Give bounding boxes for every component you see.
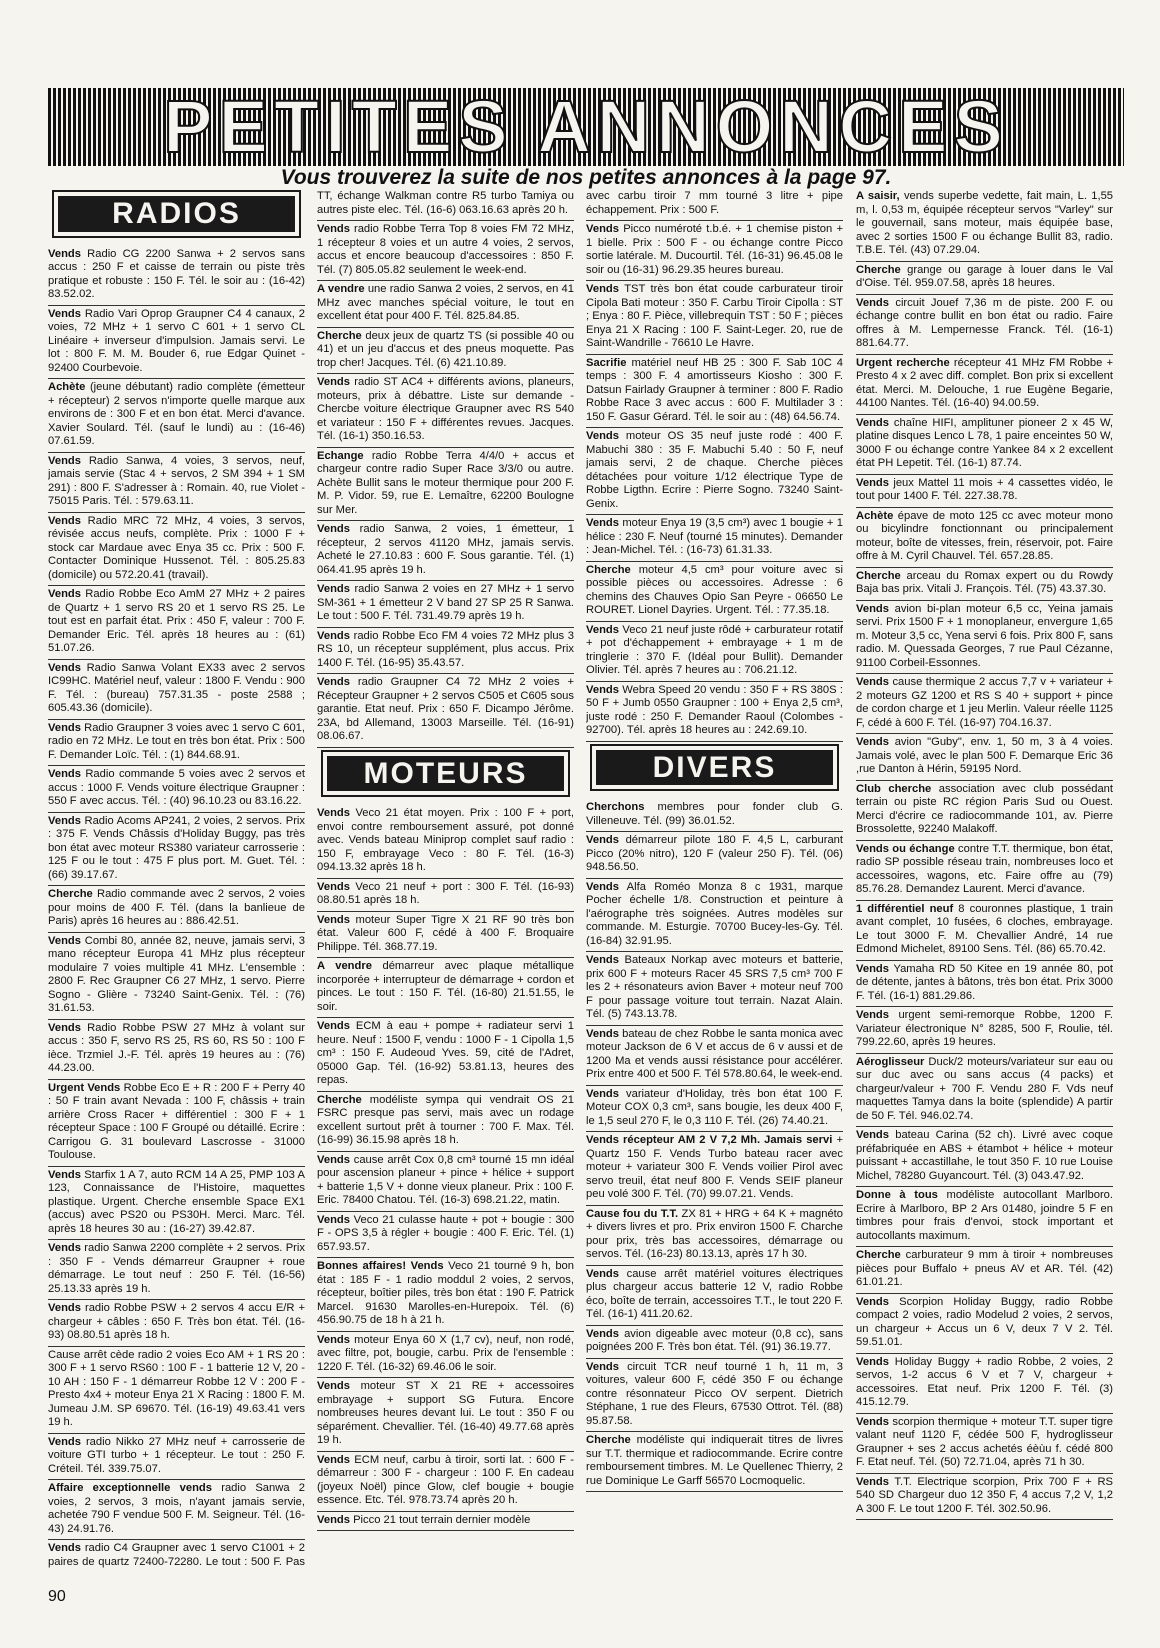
ad-text: Veco 21 état moyen. Prix : 100 F + port, envoi contre remboursement assuré, pot donné avec. Vends bateau Miniprop complet sauf radio : 150 F, embrayage Veco : 80 F. Tél. (16-3) 094.13.32 après 18 h. xyxy=(317,807,574,873)
ad-text: Veco 21 neuf juste rôdé + carburateur rotatif + pot d'échappement + embrayage + 1 m de tringlerie : 370 F. (Idéal pour Bullit). Demander Olivier. Tél. après 7 heures au : 706.21.12. xyxy=(586,623,843,676)
subtitle: Vous trouverez la suite de nos petites annonces à la page 97. xyxy=(280,166,892,189)
classified-ad xyxy=(317,1092,574,1152)
ad-lead: Vends xyxy=(48,1302,81,1314)
classified-ad xyxy=(586,1326,843,1359)
ad-lead: Vends xyxy=(856,962,889,975)
classified-ad xyxy=(48,1347,305,1434)
ad-text: Radio commande avec 2 servos, 2 voies pour moins de 400 F. Tél. (dans la banlieue de Paris) après 16 heures au : 886.42.51. xyxy=(48,888,305,927)
ad-lead: Vends xyxy=(856,476,889,489)
ad-lead: Vends xyxy=(48,721,81,734)
classified-ad xyxy=(48,453,305,513)
ad-text: radio Robbe Terra Top 8 voies FM 72 MHz, 1 récepteur 8 voies et un autre 4 voies, 2 servos, accus et encore beaucoup d'accessoires : 850 F. Tél. (7) 805.05.82 seulement le week-end. xyxy=(317,223,574,276)
ad-text: Veco 21 neuf + port : 300 F. Tél. (16-93) 08.80.51 après 18 h. xyxy=(317,880,574,906)
ad-lead: Vends xyxy=(48,1168,81,1181)
classified-ad xyxy=(856,262,1113,295)
ad-lead: Vends xyxy=(48,247,81,260)
classified-ad xyxy=(317,1512,574,1532)
ad-text: Veco 21 tourné 9 h, bon état : 185 F - 1 radio moddul 2 voies, 2 servos, récepteur, boîtier piles, très bon état : 190 F. Patrick Marcel. 91630 Marolles-en-Hurepoix. Tél. (6) 456.90.75 de 18 h à 21 h. xyxy=(317,1260,574,1326)
banner-title-text: PETITES ANNONCES xyxy=(163,85,1009,168)
ad-lead: Vends xyxy=(48,588,81,600)
classified-ad xyxy=(317,1332,574,1379)
ad-text: Scorpion Holiday Buggy, radio Robbe compact 2 voies, radio Modelud 2 voies, 2 servos, un chargeur + Accus un 6 V, deux 7 V 2. Tél. 59.51.01. xyxy=(856,1295,1113,1348)
classified-ad xyxy=(856,355,1113,415)
ad-lead: Bonnes affaires! Vends xyxy=(317,1260,444,1272)
ad-lead: Vends xyxy=(317,629,350,642)
ad-lead: Aéroglisseur xyxy=(856,1055,925,1068)
classified-ad xyxy=(586,515,843,562)
ad-lead: Vends xyxy=(586,623,619,636)
classified-ad xyxy=(586,428,843,515)
classified-ad xyxy=(317,879,574,912)
classified-ad xyxy=(48,720,305,767)
classified-ad xyxy=(856,1127,1113,1187)
ad-text: T.T. Electrique scorpion, Prix 700 F + RS 540 SD Chargeur duo 12 350 F, 4 accus 7,2 V, 1,2 A 300 F. Le tout 1200 F. Tél. 302.50.96. xyxy=(856,1475,1113,1515)
ad-lead: Donne à tous xyxy=(856,1189,938,1201)
ad-text: Alfa Roméo Monza 8 c 1931, marque Pocher échelle 1/8. Construction et peinture à l'aérographe très soignées. Autres modèles sur commande. M. Esturgie. 70700 Bucey-les-Gy. Tél. (16-84) 32.91.95. xyxy=(586,880,843,947)
ad-text: vends superbe vedette, fait main, L. 1,55 m, l. 0,53 m, équipée récepteur servos "Varley" sur le gouvernail, sans moteur, mais équipée base, avec 2 sorties 1500 F ou échange Bullit 83, radio. T.B.E. Tél. (43) 07.29.04. xyxy=(856,190,1113,256)
ad-lead: Cherche xyxy=(856,263,901,276)
ad-text: TT, échange Walkman contre R5 turbo Tamiya ou autres piste elec. Tél. (16-6) 063.16.63 après 20 h. xyxy=(317,190,574,216)
ad-lead: Cherchons xyxy=(586,801,645,813)
ad-text: Bateaux Norkap avec moteurs et batterie, prix 600 F + moteurs Racer 45 SRS 7,5 cm³ 700 F les 2 + résonateurs avion Baver + moteur neuf 700 F pour passage voiture tout terrain. Nazat Alain. Tél. (5) 743.13.78. xyxy=(586,954,843,1020)
ad-text: ECM neuf, carbu à tiroir, sorti lat. : 600 F - démarreur : 300 F - chargeur : 100 F. En cadeau (joyeux Noël) pince Glow, clef bougie + bougie essence. Etc. Tél. 978.73.74 après 20 h. xyxy=(317,1453,574,1506)
classified-ad xyxy=(317,374,574,448)
ad-text: cause arrêt matériel voitures électriques plus chargeur accus batterie 12 V, radio Robbe éco, boîte de terrain, accessoires T.T., le tout 220 F. Tél. (16-1) 411.20.62. xyxy=(586,1267,843,1320)
ad-text: modéliste autocollant Marlboro. Ecrire à Marlboro, BP 2 Ars 01480, joindre 5 F en timbres pour frais d'envoi, stock important et autocollants maximum. xyxy=(856,1189,1113,1242)
ad-lead: Cherche xyxy=(856,1249,901,1261)
column-1 xyxy=(48,188,305,1568)
ad-text: Radio Sanwa, 4 voies, 3 servos, neuf, jamais servie (Stac 4 + servos, 2 SM 394 + 1 SM 291) : 800 F. S'adresser à : Romain. 40, rue Violet - 75015 Paris. Tél. : 579.63.11. xyxy=(48,454,305,507)
ad-text: Picco numéroté t.b.é. + 1 chemise piston + 1 bielle. Prix : 500 F - ou échange contre Picco sortie latérale. M. Ducourtil. Tél. (16-31) 96.45.08 le soir ou (16-31) 96.29.35 heures bureau. xyxy=(586,223,843,276)
ad-text: circuit Jouef 7,36 m de piste. 200 F. ou échange contre bullit en bon état ou radio. Faire offres à M. Lempernesse Franck. Tél. (16-1) 881.64.77. xyxy=(856,296,1113,349)
ad-lead: Vends xyxy=(586,517,619,529)
ad-text: bateau Carina (52 ch). Livré avec coque préfabriquée en ABS + étambot + hélice + moteur puissant + accastillahe, le tout 350 F. 10 rue Louise Michel, 78280 Guyancourt. Tél. (3) 043.47.92. xyxy=(856,1129,1113,1182)
classified-ad xyxy=(856,1354,1113,1414)
ad-lead: Vends xyxy=(317,1453,350,1466)
classified-ad xyxy=(586,562,843,622)
ad-lead: Vends xyxy=(586,683,619,696)
ad-lead: Vends xyxy=(317,1513,350,1526)
ad-lead: Vends xyxy=(586,1087,619,1100)
classified-ad xyxy=(856,188,1113,262)
classified-ad xyxy=(856,1187,1113,1247)
classified-ad xyxy=(586,221,843,281)
ad-lead: Vends xyxy=(856,676,889,688)
ad-lead: A vendre xyxy=(317,283,365,295)
ad-text: Duck/2 moteurs/variateur sur eau ou sur duc avec ou sans accus (4 packs) et chargeur/valeur + 700 F. Vendu 280 F. Vds neuf maquettes Tamya dans la boite (splendide) A partir de 50 F. Tél. 946.02.74. xyxy=(856,1055,1113,1122)
classified-ad xyxy=(586,1432,843,1492)
ad-lead: Vends xyxy=(317,376,350,388)
classified-ad xyxy=(48,306,305,380)
ad-lead: Vends xyxy=(856,296,889,309)
ad-text: radio Sanwa 2 voies, 2 servos, 3 mois, n'ayant jamais servie, achetée 790 F vendue 500 F. M. Seigneur. Tél. (16-43) 24.91.76. xyxy=(48,1482,305,1535)
ad-text: Radio Graupner 3 voies avec 1 servo C 601, radio en 72 MHz. Le tout en très bon état. Prix : 500 F. Demander Loïc. Tél. : (1) 844.68.91. xyxy=(48,721,305,761)
ad-lead: Vends xyxy=(48,661,81,674)
ad-lead: Achète xyxy=(48,381,86,393)
classified-ad xyxy=(317,188,574,221)
ad-lead: A saisir, xyxy=(856,190,900,202)
ad-text: récepteur 41 MHz FM Robbe + Presto 4 x 2 avec diff. complet. Bon prix si excellent état. Merci. M. Delouche, 1 rue Eugène Begarie, 44100 Nantes. Tél. (16-40) 94.00.59. xyxy=(856,356,1113,409)
ad-text: carburateur 9 mm à tiroir + nombreuses pièces pour Buffalo + pneus AV et AR. Tél. (42) 61.01.21. xyxy=(856,1249,1113,1288)
ad-text: Webra Speed 20 vendu : 350 F + RS 380S : 50 F + Jumb 0550 Graupner : 100 + Enya 2,5 cm³, juste rodé : 250 F. Demander Raoul (Colombes - 92700). Tél. après 18 heures au : 242.69.10. xyxy=(586,683,843,736)
classified-ad xyxy=(317,1018,574,1092)
classified-ad xyxy=(856,601,1113,675)
ad-text: radio Robbe Terra 4/4/0 + accus et chargeur contre radio Super Race 3/3/0 ou autre. Achète Bullit sans le moteur thermique pour 200 F. M. P. Vidor. 59, rue E. Lemaître, 62200 Boulogne sur Mer. xyxy=(317,449,574,516)
classified-ad xyxy=(856,415,1113,475)
classified-ad xyxy=(856,674,1113,734)
classified-ad xyxy=(586,355,843,429)
ad-lead: Vends xyxy=(586,1360,619,1373)
classified-ad xyxy=(586,1086,843,1133)
ad-lead: Vends xyxy=(856,1295,889,1308)
ad-lead: Vends xyxy=(586,1327,619,1340)
ad-text: avion bi-plan moteur 6,5 cc, Yeina jamais servi. Prix 1500 F + 1 monoplaneur, envergure 1,65 m. Moteur 3,5 cc, Yena servi 6 fois. Prix 800 F, sans radio. M. Quessada Georges, 7 rue Paul Cézanne, 91100 Corbeil-Essonnes. xyxy=(856,602,1113,669)
ad-lead: Vends xyxy=(317,1333,350,1346)
ad-text: une radio Sanwa 2 voies, 2 servos, en 41 MHz avec manches spécial voiture, le tout en excellent état pour 400 F. Tél. 825.84.85. xyxy=(317,283,574,322)
ad-text: moteur Enya 60 X (1,7 cv), neuf, non rodé, avec filtre, pot, bougie, carbu. Prix de l'ensemble : 1220 F. Tél. (16-32) 69.46.06 le soir. xyxy=(317,1333,574,1373)
section-heading-moteurs: MOTEURS xyxy=(327,756,564,792)
classified-ad xyxy=(48,1240,305,1300)
classified-ad xyxy=(586,188,843,221)
ad-lead: Cause fou du T.T. xyxy=(586,1207,679,1220)
classified-ad xyxy=(586,799,843,832)
ad-lead: Vends xyxy=(317,913,350,926)
classified-ad xyxy=(856,1054,1113,1128)
section-heading-divers: DIVERS xyxy=(596,750,833,786)
ad-text: TST très bon état coude carburateur tiroir Cipola Bati moteur : 350 F. Carbu Tiroir Cipolla : ST ; Enya : 80 F. Pièce, villebrequin TST : 50 F ; pièces Enya 21 X Racing : 100 F. Saint-Leger. 20, rue de Saint-Wandrille - 76610 Le Havre. xyxy=(586,283,843,349)
ad-text: ZX 81 + HRG + 64 K + magnéto + divers livres et pro. Prix environ 1500 F. Charche pour prix, très bas accessoires, démarrage ou servos. Tél. (16-23) 80.13.13, après 17 h 30. xyxy=(586,1207,843,1260)
ad-text: avec carbu tiroir 7 mm tourné 3 litre + pipe échappement. Prix : 500 F. xyxy=(586,190,843,216)
ad-lead: Vends xyxy=(586,834,619,846)
classified-ad xyxy=(856,734,1113,781)
classified-ad xyxy=(856,841,1113,901)
classified-ad xyxy=(856,295,1113,355)
ad-lead: Echange xyxy=(317,449,364,462)
ad-lead: Vends xyxy=(48,1021,81,1034)
ad-text: 8 couronnes plastique, 1 train avant complet, 10 fusées, 6 cloches, embrayage. Le tout 3000 F. M. Chevallier André, 14 rue Edmond Michelet, 89100 Sens. Tél. (86) 65.70.42. xyxy=(856,902,1113,955)
classified-ad xyxy=(48,660,305,720)
ad-lead: Vends xyxy=(317,1213,350,1226)
ad-text: Radio CG 2200 Sanwa + 2 servos sans accus : 250 F et caisse de terrain ou piste très pratique et robuste : 150 F. Tél. le soir au : (16-42) 83.52.02. xyxy=(48,247,305,300)
section-heading-radios: RADIOS xyxy=(58,196,295,232)
classified-ad xyxy=(586,832,843,879)
ad-text: urgent semi-remorque Robbe, 1200 F. Variateur électronique N° 8285, 500 F, Roulie, tél. 799.22.60, après 19 heures. xyxy=(856,1009,1113,1048)
classified-ad xyxy=(48,1080,305,1167)
ad-text: radio Sanwa 2200 complète + 2 servos. Prix : 350 F - Vends démarreur Graupner + roue démarrage. Le tout neuf : 250 F. Tél. (16-56) 25.13.33 après 19 h. xyxy=(48,1242,305,1295)
ad-text: modéliste qui indiquerait titres de livres sur T.T. thermique et radiocommande. Ecrire contre remboursement timbres. M. Le Quellenec Thierry, 2 rue Dominique Le Garff 56570 Locmoquelic. xyxy=(586,1434,843,1487)
classified-ad xyxy=(317,628,574,675)
ad-lead: Vends xyxy=(317,523,350,535)
ad-lead: Vends xyxy=(586,1267,619,1280)
classified-ad xyxy=(48,513,305,587)
column-4 xyxy=(856,188,1113,1578)
page-number: 90 xyxy=(48,1588,66,1605)
ad-lead: Cherche xyxy=(48,888,93,900)
classified-ad xyxy=(856,961,1113,1008)
ad-lead: Cherche xyxy=(856,569,901,582)
ad-text: ECM à eau + pompe + radiateur servi 1 heure. Neuf : 1500 F, vendu : 1000 F - 1 Cipolla 1,5 cm³ : 150 F. Audeoud Yves. 59, cité de l'Adret, 05000 Gap. Tél. (16-92) 53.81.13, heures des repas. xyxy=(317,1020,574,1086)
ad-text: avion digeable avec moteur (0,8 cc), sans poignées 200 F. Très bon état. Tél. (91) 36.19.77. xyxy=(586,1327,843,1353)
ad-text: radio C4 Graupner avec 1 servo C1001 + 2 paires de quartz 72400-72280. Le tout : 500 F. Pas xyxy=(48,1542,305,1568)
ad-lead: Affaire exceptionnelle vends xyxy=(48,1482,212,1494)
ad-text: Combi 80, année 82, neuve, jamais servi, 3 mano récepteur Europa 41 MHz plus récepteur modulaire 7 voies multiple 41 MHz. L'ensemble : 2800 F. Rec Graupner C6 27 MHz, 1 servo. Pierre Sogno - Glière - 73240 Saint-Genix. Tél. : (76) 31.61.53. xyxy=(48,934,305,1014)
ad-text: contre T.T. thermique, bon état, radio SP possible réseau train, nombreuses loco et accessoires, wagons, etc. Faire offre au (79) 85.76.28. Demandez Laurent. Merci d'avance. xyxy=(856,842,1113,895)
ad-text: association avec club possédant terrain ou piste RC région Paris Sud ou Ouest. Merci d'écrire ce radiocommande 101, av. Pierre Brossolette, 92240 Malakoff. xyxy=(856,782,1113,835)
ad-text: avion "Guby", env. 1, 50 m, 3 à 4 voies. Jamais volé, avec le plan 500 F. Demarque Eric 36 ,rue Danton à Hérin, 59195 Nord. xyxy=(856,736,1113,775)
ad-lead: Vends xyxy=(317,1380,350,1392)
classified-ad xyxy=(48,586,305,660)
ad-lead: Vends xyxy=(856,1475,889,1488)
classified-ad xyxy=(856,1294,1113,1354)
ad-text: démarreur pilote 180 F. 4,5 L, carburant Picco (20% nitro), 120 F (valeur 250 F). Tél. (06) 948.56.50. xyxy=(586,834,843,873)
classified-ad xyxy=(856,1007,1113,1054)
ad-text: Yamaha RD 50 Kitee en 19 année 80, pot de détente, jantes à bâtons, très bon état. Prix 3000 F. Tél. (16-1) 881.29.86. xyxy=(856,962,1113,1002)
ad-lead: Cherche xyxy=(586,563,631,576)
classified-ad xyxy=(317,1378,574,1452)
ad-text: variateur d'Holiday, très bon état 100 F. Moteur COX 0,3 cm³, sans bougie, les deux 400 F, le 1,5 seul 270 F, le 0,3 110 F. Tél. (26) 74.40.21. xyxy=(586,1087,843,1127)
ad-text: bateau de chez Robbe le santa monica avec moteur Jackson de 6 V et accus de 6 v aussi et de 1200 Ma et vends aussi résistance pour accélérer. Prix entre 400 et 500 F. Tél 578.80.64, le week-end. xyxy=(586,1027,843,1080)
ad-lead: Vends xyxy=(317,1153,350,1166)
ad-lead: Vends xyxy=(856,416,889,429)
classified-ad xyxy=(48,246,305,306)
ad-text: moteur OS 35 neuf juste rodé : 400 F. Mabuchi 380 : 35 F. Mabuchi 5.40 : 50 F, neuf jamais servi, 2 de chaque. Cherche pièces détachées pour voiture 1/12 électrique Type de Robbe Ligthn. Ecrire : Pierre Sogno. 73240 Saint-Genix. xyxy=(586,430,843,510)
classified-ad xyxy=(317,281,574,328)
classified-ad xyxy=(48,1480,305,1540)
ad-lead: Vends xyxy=(317,807,350,819)
ad-text: + Quartz 150 F. Vends Turbo bateau racer avec moteur + variateur 300 F. Vends voilier Pirol avec servo treuil, état neuf 800 F. Vends SEIF planeur peu volé 300 F. Tél. (70) 99.07.21. Vends. xyxy=(586,1134,843,1200)
ad-lead: Vends xyxy=(317,880,350,893)
ad-text: deux jeux de quartz TS (si possible 40 ou 41) et un jeu d'accus et des pneus moquette. Pas trop cher! Jacques. Tél. (6) 421.10.89. xyxy=(317,329,574,369)
ad-text: moteur 4,5 cm³ pour voiture avec si possible pièces ou accessoires. Adresse : 6 chemins des Chauves Opio San Peyre - 06650 Le ROURET. Lionel Dayries. Urgent. Tél. : 77.35.18. xyxy=(586,563,843,616)
ad-lead: Vends xyxy=(856,1129,889,1141)
ad-text: Starfix 1 A 7, auto RCM 14 A 25, PMP 103 A 123, Connaissance de l'Histoire, maquettes plastique. Urgent. Cherche ensemble Space EX1 (accus) avec PS20 ou PS30H. Merci. Marc. Tél. après 18 heures 30 au : (16-27) 39.42.87. xyxy=(48,1168,305,1235)
classified-ad xyxy=(586,1359,843,1433)
column-3 xyxy=(586,188,843,1578)
ad-text: cause arrêt Cox 0,8 cm³ tourné 15 mn idéal pour ascension planeur + pince + hélice + support + batterie 1,5 V + donne vieux planeur. Prix : 100 F. Eric. 78400 Chatou. Tél. (16-3) 698.21.22, matin. xyxy=(317,1153,574,1206)
ad-lead: Vends xyxy=(48,454,81,467)
ad-lead: Club cherche xyxy=(856,782,932,795)
column-2 xyxy=(317,188,574,1578)
classified-ad xyxy=(856,1474,1113,1521)
ad-lead: Cherche xyxy=(317,1093,362,1106)
ad-lead: Vends xyxy=(317,223,350,235)
ad-text: Radio Robbe PSW 27 MHz à volant sur accus : 350 F, servo RS 25, RS 60, RS 50 : 100 F ièce. Trzmiel J.-F. Tél. après 19 heures au : (76) 44.23.00. xyxy=(48,1021,305,1074)
ad-lead: Cherche xyxy=(317,329,362,342)
classified-ad xyxy=(856,475,1113,508)
classified-ad xyxy=(48,766,305,813)
classified-ad xyxy=(586,1132,843,1206)
ad-lead: Urgent Vends xyxy=(48,1081,121,1094)
ad-lead: Vends xyxy=(48,307,81,320)
ad-lead: Vends xyxy=(586,1027,619,1040)
ad-lead: Cherche xyxy=(586,1434,631,1446)
ad-lead: Vends xyxy=(856,736,889,748)
classified-ad xyxy=(317,521,574,581)
classified-ad xyxy=(48,379,305,453)
classified-ad xyxy=(586,1266,843,1326)
classified-ad xyxy=(317,1212,574,1259)
classified-ad xyxy=(586,1206,843,1266)
ad-lead: Vends xyxy=(48,1435,81,1448)
ad-text: radio ST AC4 + différents avions, planeurs, moteurs, prix à débattre. Liste sur demande - Chercbe voiture électrique Graupner avec RS 540 et variateur : 150 F + différentes revues. Jacques. Tél. (16-1) 350.16.53. xyxy=(317,376,574,442)
classified-ad xyxy=(586,1026,843,1086)
classified-ad xyxy=(317,674,574,748)
ad-lead: Vends xyxy=(48,1242,81,1254)
classified-ad xyxy=(317,1452,574,1512)
classified-ad xyxy=(48,886,305,933)
ad-text: chaîne HIFI, amplituner pioneer 2 x 45 W, platine disques Lenco L 78, 1 paire enceintes 50 W, 3000 F ou échange contre Yankee 84 x 2 excellent état PH Lepetit. Tél. (16-1) 87.74. xyxy=(856,416,1113,469)
ad-text: circuit TCR neuf tourné 1 h, 11 m, 3 voitures, valeur 600 F, cédé 350 F ou échange contre résonnateur Picco OV serpent. Dietrich Stéphane, 1 rue des Fleurs, 67530 Ottrot. Tél. (88) 95.87.58. xyxy=(586,1360,843,1427)
ad-text: radio Sanwa 2 voies en 27 MHz + 1 servo SM-361 + 1 émetteur 2 V band 27 SP 25 R Sanwa. Le tout : 500 F. Tél. 731.49.79 après 19 h. xyxy=(317,583,574,622)
ad-text: matériel neuf HB 25 : 300 F. Sab 10C 4 temps : 300 F. 4 amortisseurs Kiosho : 300 F. Datsun Fairlady Graupner à terminer : 800 F. Radio Robbe Race 3 avec accus : 600 F. Multilader 3 : 150 F. Gasur Gérard. Tél. le soir au : (48) 64.56.74. xyxy=(586,356,843,423)
ad-lead: Vends xyxy=(586,283,619,295)
ad-text: radio Nikko 27 MHz neuf + carrosserie de voiture GTI turbo + 1 récepteur. Le tout : 250 F. Créteil. Tél. 339.75.07. xyxy=(48,1435,305,1475)
ad-lead: Vends xyxy=(586,223,619,235)
classified-ad xyxy=(48,1020,305,1080)
ad-text: scorpion thermique + moteur T.T. super tigre valant neuf 1120 F, cédée 500 F, hydroglisseur Graupner + ses 2 accus achetés éèùu f. cédé 800 F. Etat neuf. Tél. (50) 72.71.04, après 71 h 30. xyxy=(856,1415,1113,1468)
ad-lead: A vendre xyxy=(317,960,372,972)
ad-lead: Vends xyxy=(586,954,619,966)
ad-lead: Vends xyxy=(586,430,619,442)
classified-ad xyxy=(856,1247,1113,1294)
classified-ad xyxy=(586,622,843,682)
classified-ad xyxy=(586,281,843,355)
classified-ad xyxy=(317,958,574,1018)
ad-lead: Vends xyxy=(48,814,81,827)
ad-lead: Vends xyxy=(48,934,81,947)
ad-text: Radio Sanwa Volant EX33 avec 2 servos IC99HC. Matériel neuf, valeur : 1800 F. Vendu : 900 F. Tél. : (bureau) 757.31.35 - poste 2588 ; 605.43.36 (domicile). xyxy=(48,661,305,714)
ad-text: grange ou garage à louer dans le Val d'Oise. Tél. 959.07.58, après 18 heures. xyxy=(856,263,1113,289)
ad-lead: 1 différentiel neuf xyxy=(856,902,954,915)
ad-lead: Sacrifie xyxy=(586,356,627,369)
classified-ad xyxy=(48,1167,305,1241)
ad-text: Radio Robbe Eco AmM 27 MHz + 2 paires de Quartz + 1 servo RS 20 et 1 servo RS 25. Le tout est en parfait état. Prix : 450 F, valeur : 700 F. Demander Eric. Tél. après 18 heures au : (61) 51.07.26. xyxy=(48,588,305,654)
ad-lead: Vends xyxy=(856,602,889,615)
ad-text: moteur Super Tigre X 21 RF 90 très bon état. Valeur 600 F, cédé à 400 F. Broquaire Philippe. Tél. 368.77.19. xyxy=(317,913,574,953)
ad-lead: Vends xyxy=(317,1020,350,1032)
ad-lead: Vends ou échange xyxy=(856,842,955,855)
classified-ad xyxy=(856,781,1113,841)
ad-text: moteur Enya 19 (3,5 cm³) avec 1 bougie + 1 hélice : 230 F. Neuf (tourné 15 minutes). Demander : Jean-Michel. Tél. : (16-73) 61.31.33. xyxy=(586,517,843,556)
ad-text: (jeune débutant) radio complète (émetteur + récepteur) 2 servos n'importe quelle marque aux environs de : 300 F et en bon état. Merci d'avance. Xavier Soulard. Tél. (sauf le lundi) au : (16-46) 07.61.59. xyxy=(48,381,305,447)
ad-text: radio Graupner C4 72 MHz 2 voies + Récepteur Graupner + 2 servos C505 et C605 sous garantie. Etat neuf. Prix : 650 F. Dicampo Jérôme. 23A, bd Allemand, 13003 Marseille. Tél. (16-91) 08.06.67. xyxy=(317,676,574,742)
ad-lead: Urgent recherche xyxy=(856,356,950,369)
ad-text: modéliste sympa qui vendrait OS 21 FSRC presque pas servi, mais avec un rodage excellent surtout prêt à tourner : 700 F. Max. Tél. (16-99) 36.15.98 après 18 h. xyxy=(317,1093,574,1146)
classified-ad xyxy=(317,581,574,628)
classified-ad xyxy=(48,1540,305,1568)
classified-ad xyxy=(48,1434,305,1481)
classified-ad xyxy=(856,508,1113,568)
ad-text: Picco 21 tout terrain dernier modèle xyxy=(353,1513,531,1526)
classified-ad xyxy=(317,805,574,879)
classified-ad xyxy=(317,912,574,959)
classified-ad xyxy=(856,568,1113,601)
classified-ad xyxy=(586,952,843,1026)
ad-lead: Vends xyxy=(48,1542,81,1554)
ad-lead: Vends xyxy=(317,676,350,688)
classified-ad xyxy=(317,448,574,522)
ad-lead: Vends xyxy=(586,880,619,893)
ad-lead: Achète xyxy=(856,509,894,522)
classified-ad xyxy=(48,1300,305,1347)
ad-text: Radio Acoms AP241, 2 voies, 2 servos. Prix : 375 F. Vends Châssis d'Holiday Buggy, pas très bon état avec moteur RS380 variateur carrosserie : 125 F ou le tout : 475 F plus port. M. Guet. Tél. : (66) 39.17.67. xyxy=(48,814,305,881)
ad-text: démarreur avec plaque métallique incorporée + interrupteur de démarrage + cordon et pinces. Le tout : 150 F. Tél. (16-80) 21.51.55, le soir. xyxy=(317,960,574,1013)
ad-text: épave de moto 125 cc avec moteur mono ou bicylindre fonctionnant ou principalement moteur, boîte de vitesses, frein, réservoir, pot. Faire offre à M. Cyril Chauvel. Tél. 657.28.85. xyxy=(856,509,1113,562)
classified-ad xyxy=(317,328,574,375)
classified-ad xyxy=(856,1414,1113,1474)
ad-text: Radio commande 5 voies avec 2 servos et accus : 1000 F. Vends voiture électrique Graupner : 550 F avec accus. Tél. : (40) 96.10.23 ou 83.16.22. xyxy=(48,768,305,807)
ad-lead: Vends xyxy=(48,514,81,527)
ad-lead: Vends récepteur AM 2 V 7,2 Mh. Jamais servi xyxy=(586,1134,833,1146)
ad-lead: Vends xyxy=(48,768,81,780)
ad-text: radio Robbe PSW + 2 servos 4 accu E/R + chargeur + câbles : 650 F. Très bon état. Tél. (16-93) 08.80.51 après 18 h. xyxy=(48,1302,305,1341)
ad-lead: Vends xyxy=(856,1009,889,1021)
ad-lead: Vends xyxy=(856,1355,889,1368)
classified-ad xyxy=(317,1258,574,1332)
ad-lead: Vends xyxy=(856,1415,889,1428)
classified-ad xyxy=(317,1152,574,1212)
banner-title xyxy=(48,85,1124,168)
ad-text: radio Robbe Eco FM 4 voies 72 MHz plus 3 RS 10, un récepteur supplément, plus accus. Prix 1400 F. Tél. (16-95) 35.43.57. xyxy=(317,629,574,669)
classified-ad xyxy=(48,933,305,1020)
ad-text: jeux Mattel 11 mois + 4 cassettes vidéo, le tout pour 1400 F. Tél. 227.38.78. xyxy=(856,476,1113,502)
classified-ad xyxy=(586,879,843,953)
ad-text: Veco 21 culasse haute + pot + bougie : 300 F - OPS 3,5 à régler + bougie : 400 F. Eric. Tél. (1) 657.93.57. xyxy=(317,1213,574,1253)
ad-text: cause thermique 2 accus 7,7 v + variateur + 2 moteurs GZ 1200 et RS S 40 + support + pince de cordon charge et 1 jeu Merlin. Valeur réelle 1125 F, cédé à 600 F. Tél. (16-97) 704.16.37. xyxy=(856,676,1113,729)
ad-lead: Vends xyxy=(317,583,350,595)
ad-text: arceau du Romax expert ou du Rowdy Baja bas prix. Vitali J. François. Tél. (75) 43.37.30. xyxy=(856,569,1113,595)
ad-text: moteur ST X 21 RE + accessoires embrayage + support SG Futura. Encore nombreuses heures devant lui. Le tout : 350 F ou séparément. Chevallier. Tél. (16-40) 49.77.68 après 19 h. xyxy=(317,1380,574,1446)
classified-ad xyxy=(317,221,574,281)
ad-text: membres pour fonder club G. Villeneuve. Tél. (99) 36.01.52. xyxy=(586,801,843,827)
ad-text: Radio MRC 72 MHz, 4 voies, 3 servos, révisée accus neufs, complète. Prix : 1000 F + stock car Mardaue avec Enya 35 cc. Prix : 500 F. Contacter Dominique Hussenot. Tél. : 805.25.83 (domicile) ou 572.20.41 (travail). xyxy=(48,514,305,581)
ad-text: radio Sanwa, 2 voies, 1 émetteur, 1 récepteur, 2 servos 41120 MHz, jamais servis. Acheté le 27.10.83 : 600 F. Sous garantie. Tél. (1) 064.41.95 après 19 h. xyxy=(317,523,574,576)
ad-text: Holiday Buggy + radio Robbe, 2 voies, 2 servos, 1-2 accus 6 V et 7 V, chargeur + accessoires. Etat neuf. Prix 1200 F. Tél. (3) 415.12.79. xyxy=(856,1355,1113,1408)
ad-text: Radio Vari Oprop Graupner C4 4 canaux, 2 voies, 72 MHz + 1 servo C 601 + 1 servo CL Linéaire + inverseur d'impulsion. Jamais servi. Le lot : 800 F. M. M. Bouder 6, rue Edgar Quinet - 92400 Courbevoie. xyxy=(48,307,305,374)
classified-ad xyxy=(586,682,843,742)
classified-ad xyxy=(856,901,1113,961)
ad-text: Cause arrêt cède radio 2 voies Eco AM + 1 RS 20 : 300 F + 1 servo RS60 : 100 F - 1 batterie 12 V, 20 - 10 AH : 150 F - 1 démarreur Robbe 12 V : 200 F - Presto 4x4 + moteur Enya 21 X Racing : 1800 F. M. Jumeau J.M. SP 69670. Tél. (16-19) 49.63.41 vers 19 h. xyxy=(48,1348,305,1428)
classified-ad xyxy=(48,813,305,887)
ad-text: Robbe Eco E + R : 200 F + Perry 40 : 50 F train avant Nevada : 100 F, châssis + train arrière Cross Racer + différentiel : 300 F + 1 récepteur Space : 100 F Groupé ou détaillé. Ecrire : Carrigou G. 31 boulevard Lascrosse - 31000 Toulouse. xyxy=(48,1081,305,1161)
